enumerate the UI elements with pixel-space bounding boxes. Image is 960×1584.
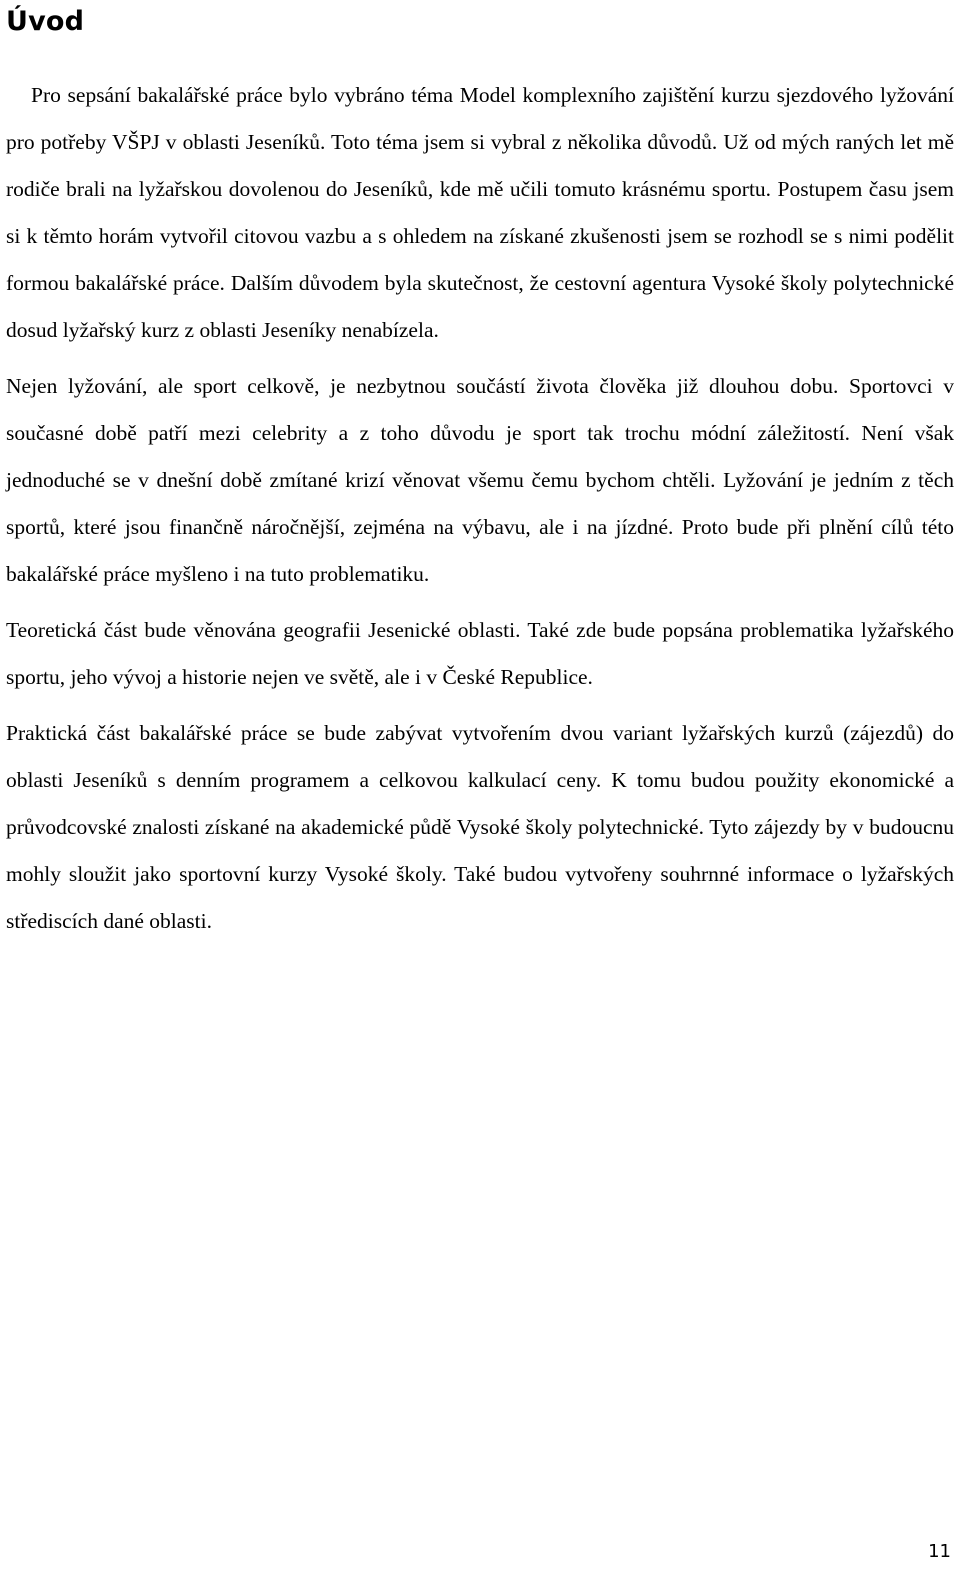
paragraph-intro: Pro sepsání bakalářské práce bylo vybráno téma Model komplexního zajištění kurzu sjezdového lyžování pro potřeby VŠPJ v oblasti Jeseníků. Toto téma jsem si vybral z několika důvodů. Už od mých raných let mě rodiče brali na lyžařskou dovolenou do Jeseníků, kde mě učili tomuto krásnému sportu. Postupem času jsem si k těmto horám vytvořil citovou vazbu a s ohledem na získané zkušenosti jsem se rozhodl se s nimi podělit formou bakalářské práce. Dalším důvodem byla skutečnost, že cestovní agentura Vysoké školy polytechnické dosud lyžařský kurz z oblasti Jeseníky nenabízela. [6, 83, 954, 342]
page-number: 11 [928, 1541, 951, 1562]
document-body [6, 72, 954, 954]
paragraph-practice: Praktická část bakalářské práce se bude zabývat vytvořením dvou variant lyžařských kurzů (zájezdů) do oblasti Jeseníků s denním programem a celkovou kalkulací ceny. K tomu budou použity ekonomické a průvodcovské znalosti získané na akademické půdě Vysoké školy polytechnické. Tyto zájezdy by v budoucnu mohly sloužit jako sportovní kurzy Vysoké školy. Také budou vytvořeny souhrnné informace o lyžařských střediscích dané oblasti. [6, 721, 954, 933]
page-title: Úvod [6, 6, 85, 37]
paragraph-theory: Teoretická část bude věnována geografii Jesenické oblasti. Také zde bude popsána problematika lyžařského sportu, jeho vývoj a historie nejen ve světě, ale i v České Republice. [6, 618, 954, 689]
paragraph-sport: Nejen lyžování, ale sport celkově, je nezbytnou součástí života člověka již dlouhou dobu. Sportovci v současné době patří mezi celebrity a z toho důvodu je sport tak trochu módní záležitostí. Není však jednoduché se v dnešní době zmítané krizí věnovat všemu čemu bychom chtěli. Lyžování je jedním z těch sportů, které jsou finančně náročnější, zejména na výbavu, ale i na jízdné. Proto bude při plnění cílů této bakalářské práce myšleno i na tuto problematiku. [6, 374, 954, 586]
